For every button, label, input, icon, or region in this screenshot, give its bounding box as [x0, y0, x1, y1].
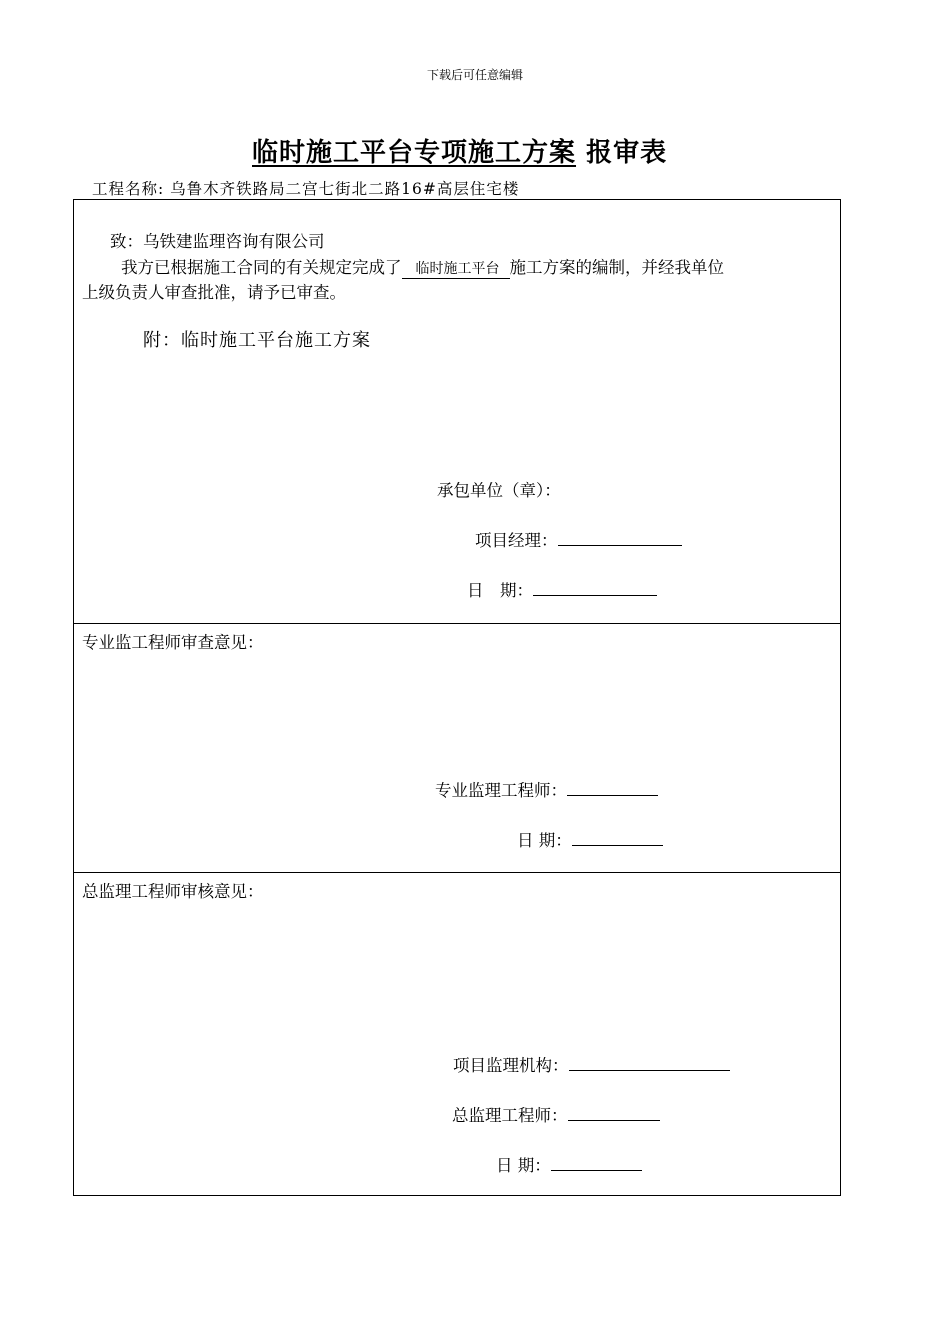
- date-field-1[interactable]: [533, 581, 657, 596]
- attachment-line: 附：临时施工平台施工方案: [143, 330, 371, 351]
- body-line-1: [121, 254, 724, 279]
- supervising-engineer-line: [435, 777, 658, 801]
- project-manager-label: 项目经理：: [475, 531, 558, 550]
- chief-engineer-line: [452, 1102, 660, 1126]
- title-rest: 报审表: [576, 138, 668, 168]
- section3-heading: 总监理工程师审核意见：: [82, 882, 264, 901]
- plan-name-field[interactable]: 临时施工平台: [402, 260, 510, 279]
- section2-heading: 专业监工程师审查意见：: [82, 633, 264, 652]
- chief-engineer-label: 总监理工程师：: [452, 1106, 568, 1125]
- section-divider-1: [73, 623, 841, 624]
- project-manager-field[interactable]: [558, 531, 682, 546]
- supervising-engineer-field[interactable]: [567, 781, 658, 796]
- project-name-value: 乌鲁木齐铁路局二宫七街北二路16#高层住宅楼: [170, 180, 520, 198]
- body-suffix: 施工方案的编制，并经我单位: [509, 258, 724, 277]
- addressee-value: 乌铁建监理咨询有限公司: [143, 232, 325, 251]
- date-label-2: 日 期：: [517, 831, 572, 850]
- title-underlined: 临时施工平台专项施工方案: [252, 138, 577, 168]
- chief-engineer-field[interactable]: [568, 1106, 660, 1121]
- supervision-org-line: [453, 1052, 730, 1076]
- supervision-org-label: 项目监理机构：: [453, 1056, 569, 1075]
- page-title: [252, 132, 667, 169]
- date-field-2[interactable]: [572, 831, 663, 846]
- body-prefix: 我方已根据施工合同的有关规定完成了: [121, 258, 402, 277]
- project-name-line: [92, 177, 519, 199]
- date-label-3: 日 期：: [496, 1156, 551, 1175]
- date-line-2: [517, 827, 663, 851]
- project-manager-line: [475, 527, 682, 551]
- date-line-1: [467, 577, 657, 601]
- addressee-line: [110, 228, 325, 252]
- section-divider-2: [73, 872, 841, 873]
- date-line-3: [496, 1152, 642, 1176]
- header-note: 下载后可任意编辑: [426, 68, 523, 82]
- contractor-label: 承包单位（章）：: [437, 481, 561, 500]
- body-line-2: 上级负责人审查批准，请予已审查。: [82, 283, 346, 302]
- supervising-engineer-label: 专业监理工程师：: [435, 781, 567, 800]
- supervision-org-field[interactable]: [569, 1056, 730, 1071]
- project-name-label: 工程名称:: [92, 180, 165, 198]
- date-label-1: 日 期：: [467, 581, 533, 600]
- addressee-label: 致：: [110, 232, 143, 251]
- date-field-3[interactable]: [551, 1156, 642, 1171]
